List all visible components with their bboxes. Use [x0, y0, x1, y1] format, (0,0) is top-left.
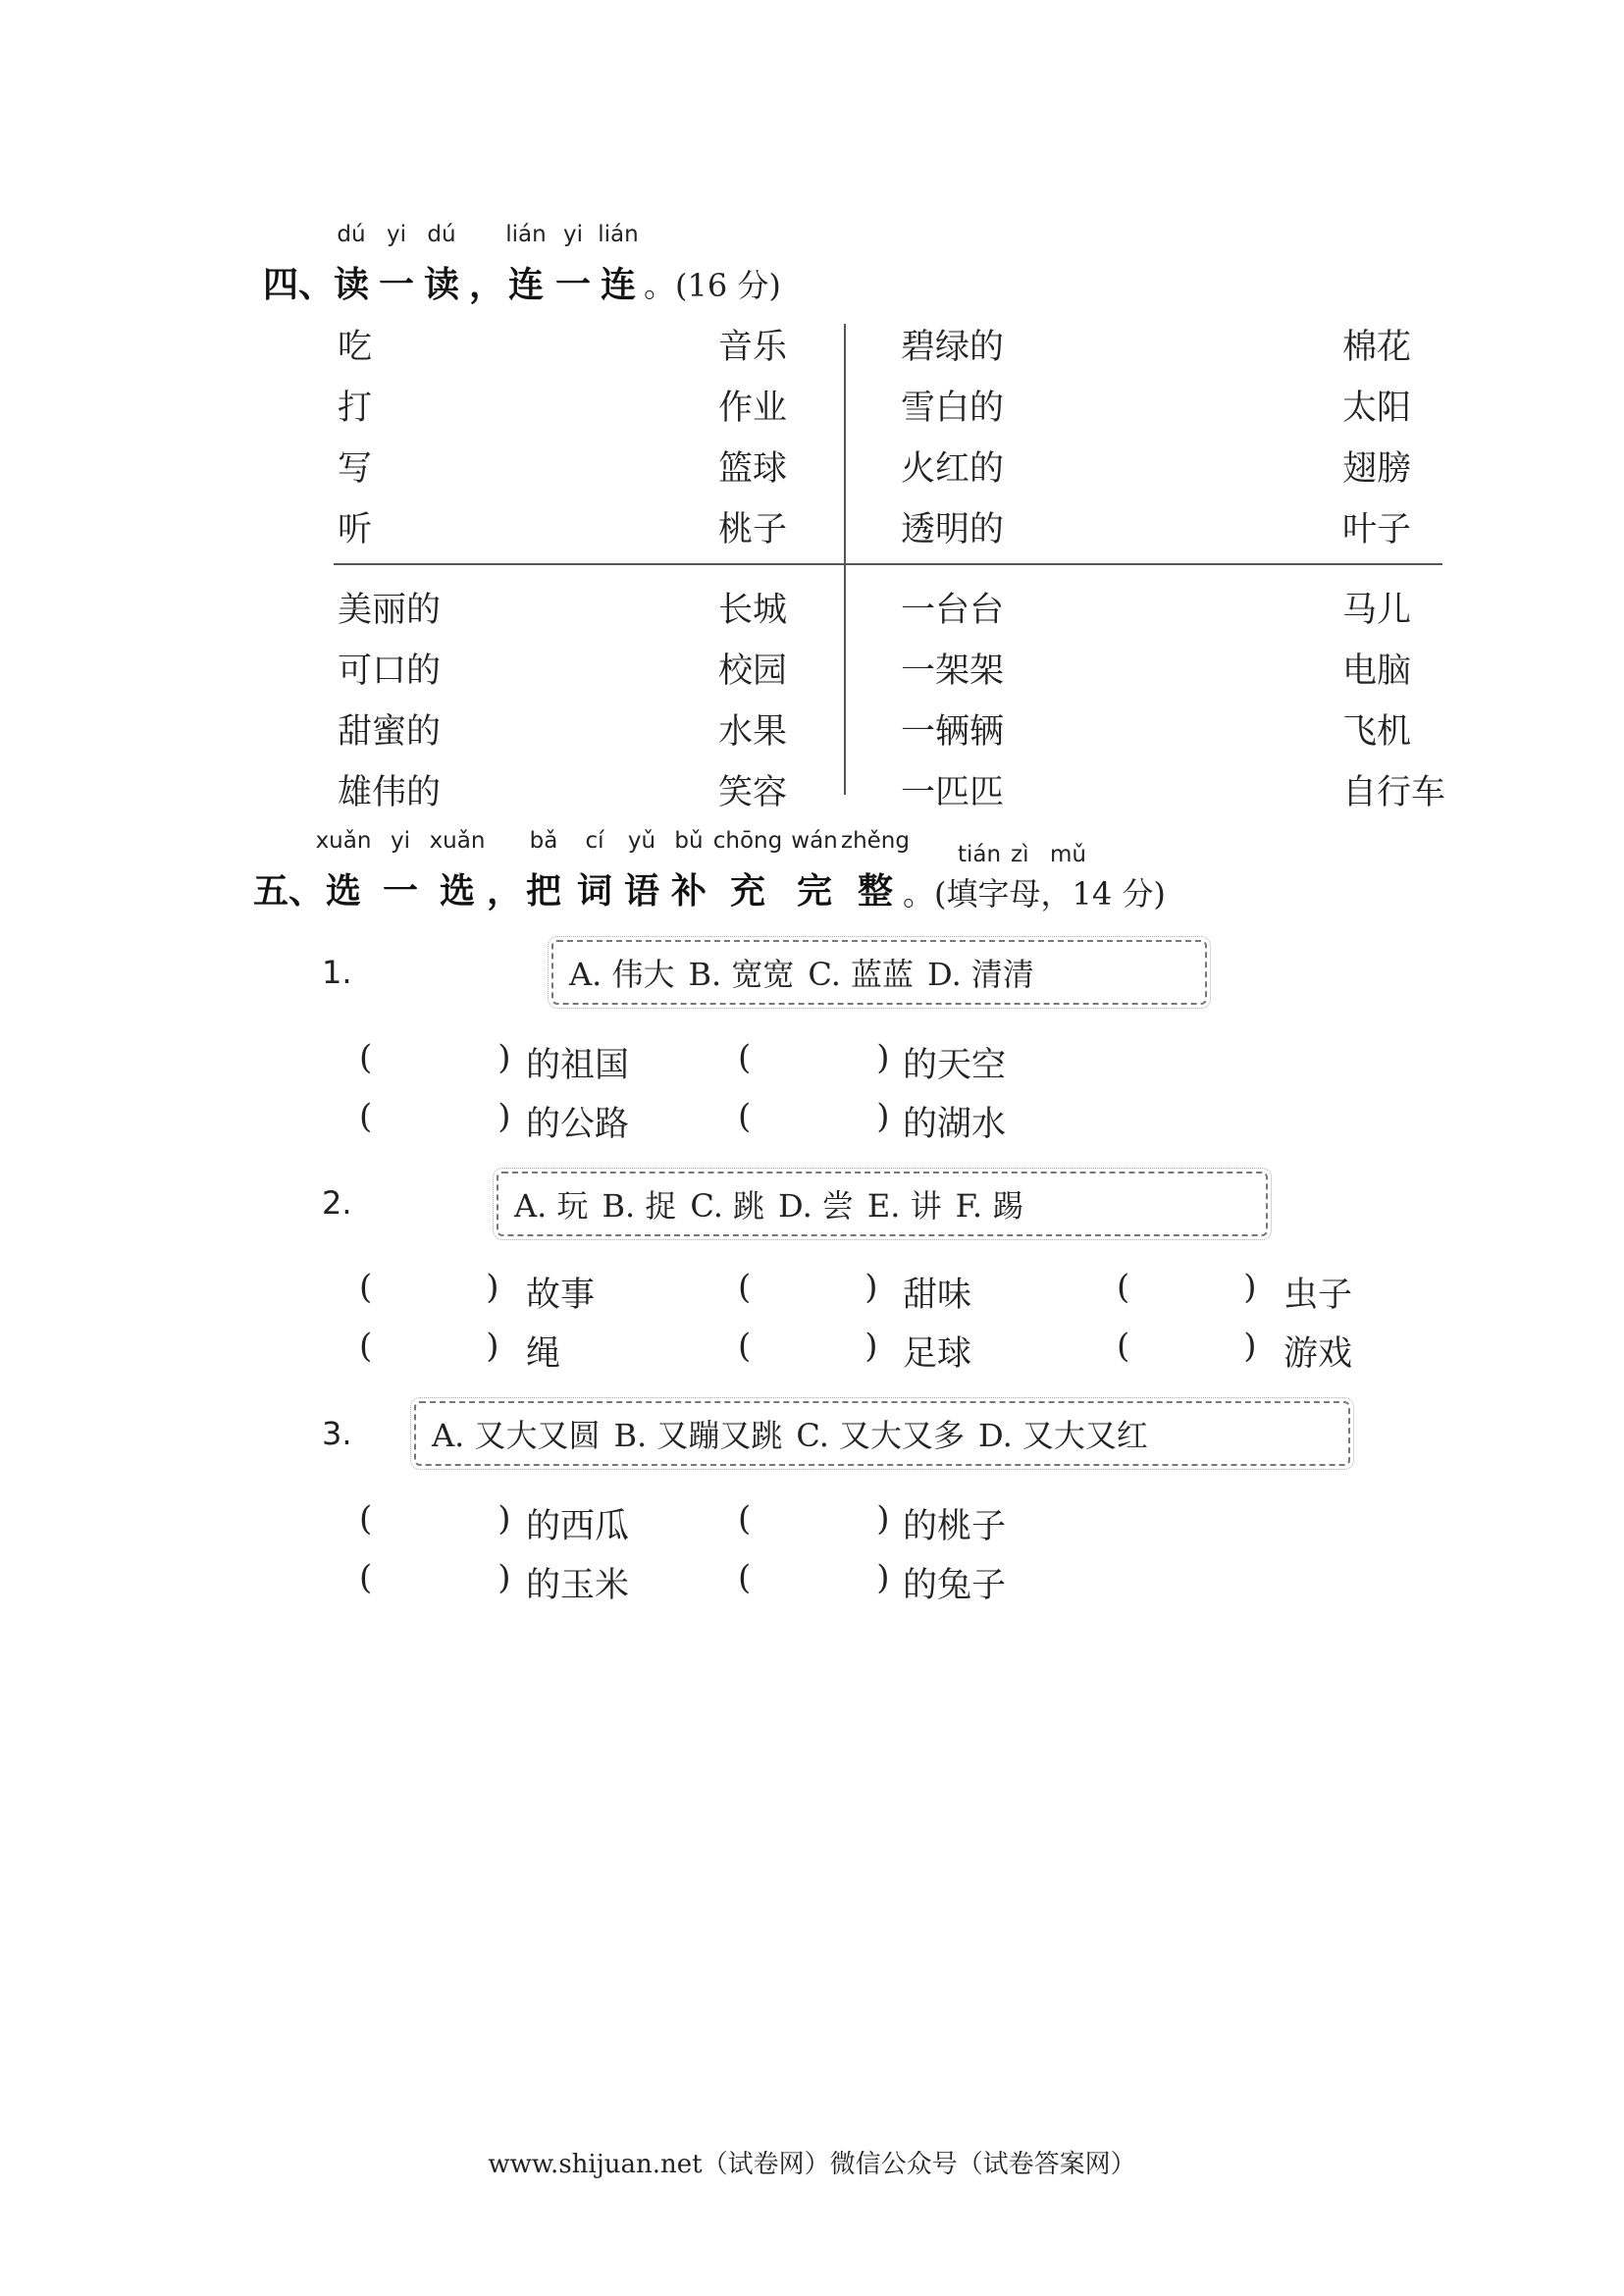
- pinyin: zì: [1011, 842, 1029, 867]
- phrase: 甜味: [903, 1276, 972, 1315]
- pinyin: mǔ: [1050, 842, 1086, 867]
- phrase: 的祖国: [526, 1046, 630, 1085]
- option: D. 尝: [778, 1187, 854, 1225]
- option: B. 又蹦又跳: [613, 1417, 783, 1454]
- s5-char: xuǎn 选: [315, 828, 372, 912]
- option: D. 又大又红: [978, 1417, 1148, 1454]
- word: 一匹匹: [901, 773, 1005, 812]
- s5-comma: ，: [487, 871, 523, 912]
- word: 碧绿的: [901, 328, 1005, 367]
- option: F. 踢: [955, 1187, 1024, 1225]
- question-number: 1.: [322, 954, 352, 991]
- word: 水果: [718, 712, 788, 752]
- word: 写: [338, 449, 373, 489]
- word: 一辆辆: [901, 712, 1005, 752]
- pinyin: yi: [390, 828, 411, 854]
- pinyin: yi: [386, 222, 407, 247]
- s5-char: wán 完: [791, 828, 838, 912]
- word: 笑容: [718, 773, 788, 812]
- pinyin: yi: [562, 222, 584, 247]
- answer-blank[interactable]: ( ): [359, 1327, 499, 1366]
- phrase: 游戏: [1283, 1334, 1353, 1374]
- section4-score: 。(16 分): [644, 267, 781, 304]
- word: 校园: [718, 652, 788, 691]
- pinyin: dú: [427, 222, 456, 247]
- s4-comma: ，: [469, 265, 505, 305]
- word: 电脑: [1342, 652, 1412, 691]
- answer-blank[interactable]: ( ): [738, 1268, 878, 1307]
- word: 美丽的: [338, 591, 442, 630]
- word: 雄伟的: [338, 773, 442, 812]
- question-number: 2.: [322, 1184, 352, 1222]
- answer-blank[interactable]: ( ): [359, 1097, 511, 1136]
- word: 马儿: [1342, 591, 1412, 630]
- word: 一台台: [901, 591, 1005, 630]
- option: D. 清清: [927, 956, 1034, 993]
- answer-blank[interactable]: ( ): [1117, 1327, 1257, 1366]
- pinyin: dú: [337, 222, 366, 247]
- option: A. 伟大: [569, 956, 675, 993]
- pinyin: chōng: [712, 828, 783, 854]
- word: 一架架: [901, 652, 1005, 691]
- phrase: 的兔子: [903, 1566, 1007, 1605]
- word: 火红的: [901, 449, 1005, 489]
- word: 篮球: [718, 449, 788, 489]
- word: 音乐: [718, 328, 788, 367]
- pinyin: bǔ: [674, 828, 704, 854]
- s4-char-7: lián 连: [598, 222, 639, 305]
- word: 长城: [718, 591, 788, 630]
- grid-horizontal-divider: [334, 563, 1442, 565]
- s4-char-3: dú 读: [424, 222, 460, 305]
- pinyin: cí: [585, 828, 604, 854]
- word: 翅膀: [1342, 449, 1412, 489]
- answer-blank[interactable]: ( ): [738, 1097, 890, 1136]
- s4-char-6: yi 一: [555, 222, 592, 305]
- options-box: [414, 1401, 1350, 1466]
- options-box: [497, 1172, 1268, 1236]
- pinyin: xuǎn: [429, 828, 486, 854]
- word: 可口的: [338, 652, 442, 691]
- s5-char: yǔ 语: [624, 828, 660, 912]
- pinyin: wán: [791, 828, 838, 854]
- phrase: 足球: [903, 1334, 972, 1374]
- s4-char-1: dú 读: [334, 222, 370, 305]
- word: 飞机: [1342, 712, 1412, 752]
- word: 吃: [338, 328, 373, 367]
- section5-prefix: 五、: [253, 871, 325, 912]
- pinyin: zhěng: [841, 828, 910, 854]
- answer-blank[interactable]: ( ): [738, 1327, 878, 1366]
- question-number: 3.: [322, 1415, 352, 1452]
- answer-blank[interactable]: ( ): [738, 1558, 890, 1597]
- options-box: [551, 940, 1207, 1005]
- option: C. 又大又多: [796, 1417, 966, 1454]
- pinyin: yǔ: [627, 828, 656, 854]
- phrase: 的玉米: [526, 1566, 630, 1605]
- word: 太阳: [1342, 389, 1412, 428]
- option: A. 又大又圆: [432, 1417, 601, 1454]
- phrase: 的天空: [903, 1046, 1007, 1085]
- pinyin: bǎ: [529, 828, 558, 854]
- s5-char: cí 词: [577, 828, 613, 912]
- word: 听: [338, 510, 373, 549]
- word: 桃子: [718, 510, 788, 549]
- option: C. 跳: [690, 1187, 765, 1225]
- option: B. 宽宽: [688, 956, 795, 993]
- phrase: 故事: [526, 1276, 596, 1315]
- phrase: 的公路: [526, 1105, 630, 1144]
- option: B. 捉: [602, 1187, 677, 1225]
- word: 雪白的: [901, 389, 1005, 428]
- word: 打: [338, 389, 373, 428]
- word: 棉花: [1342, 328, 1412, 367]
- s5-char: yi 一: [383, 828, 419, 912]
- word: 作业: [718, 389, 788, 428]
- pinyin: lián: [598, 222, 639, 247]
- option: A. 玩: [514, 1187, 589, 1225]
- answer-blank[interactable]: ( ): [359, 1558, 511, 1597]
- answer-blank[interactable]: ( ): [738, 1038, 890, 1077]
- option: C. 蓝蓝: [808, 956, 915, 993]
- word: 甜蜜的: [338, 712, 442, 752]
- section5-note: 。(填字母，14 分): [903, 875, 1166, 913]
- answer-blank[interactable]: ( ): [359, 1268, 499, 1307]
- section4-prefix: 四、: [263, 265, 335, 305]
- pinyin: lián: [505, 222, 547, 247]
- s4-char-2: yi 一: [379, 222, 415, 305]
- pinyin: tián: [958, 842, 1002, 867]
- phrase: 的西瓜: [526, 1507, 630, 1546]
- s5-char: xuǎn 选: [429, 828, 486, 912]
- word: 叶子: [1342, 510, 1412, 549]
- phrase: 虫子: [1283, 1276, 1353, 1315]
- word: 自行车: [1342, 773, 1446, 812]
- s4-char-5: lián 连: [505, 222, 547, 305]
- phrase: 的桃子: [903, 1507, 1007, 1546]
- answer-blank[interactable]: ( ): [738, 1499, 890, 1539]
- answer-blank[interactable]: ( ): [1117, 1268, 1257, 1307]
- option: E. 讲: [866, 1187, 942, 1225]
- pinyin: xuǎn: [315, 828, 372, 854]
- s5-char: bǔ 补: [671, 828, 707, 912]
- s5-char: chōng 充: [712, 828, 783, 912]
- phrase: 的湖水: [903, 1105, 1007, 1144]
- word: 透明的: [901, 510, 1005, 549]
- s5-char: bǎ 把: [526, 828, 562, 912]
- answer-blank[interactable]: ( ): [359, 1499, 511, 1539]
- s5-char: zhěng 整: [841, 828, 910, 912]
- answer-blank[interactable]: ( ): [359, 1038, 511, 1077]
- page-footer: www.shijuan.net（试卷网）微信公众号（试卷答案网）: [488, 2150, 1136, 2179]
- phrase: 绳: [526, 1334, 561, 1374]
- grid-vertical-divider: [844, 324, 846, 795]
